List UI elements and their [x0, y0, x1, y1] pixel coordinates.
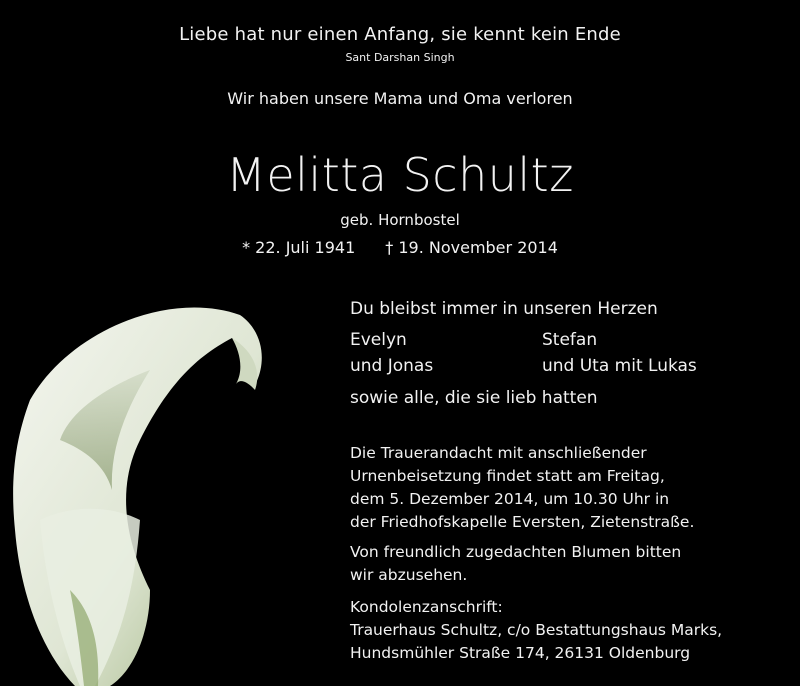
flowers-line: Von freundlich zugedachten Blumen bitten	[350, 543, 682, 561]
deceased-name: Melitta Schultz	[226, 148, 574, 202]
life-dates	[0, 238, 800, 257]
ceremony-line: Urnenbeisetzung findet statt am Freitag,	[350, 467, 665, 485]
birth-date: * 22. Juli 1941	[242, 238, 356, 257]
family-column-2	[542, 327, 697, 379]
flowers-note	[350, 541, 681, 587]
family-member: und Uta mit Lukas	[542, 356, 697, 376]
quote-author: Sant Darshan Singh	[345, 51, 455, 64]
family-member: und Jonas	[350, 356, 434, 376]
ceremony-info	[350, 442, 694, 534]
ceremony-line: dem 5. Dezember 2014, um 10.30 Uhr in	[350, 490, 670, 508]
death-date: † 19. November 2014	[385, 238, 558, 257]
family-member: Evelyn	[350, 330, 407, 350]
family-column-1	[350, 327, 433, 379]
flowers-line: wir abzusehen.	[350, 566, 468, 584]
lost-line: Wir haben unsere Mama und Oma verloren	[227, 89, 573, 108]
all-others: sowie alle, die sie lieb hatten	[350, 388, 598, 408]
address-line: Kondolenzanschrift:	[350, 598, 503, 616]
family-member: Stefan	[542, 330, 598, 350]
condolence-address	[350, 596, 722, 665]
ceremony-line: der Friedhofskapelle Eversten, Zietenstraße.	[350, 513, 695, 531]
motto: Du bleibst immer in unseren Herzen	[350, 299, 658, 319]
quote: Liebe hat nur einen Anfang, sie kennt kein Ende	[179, 24, 621, 45]
address-line: Trauerhaus Schultz, c/o Bestattungshaus Marks,	[350, 621, 723, 639]
address-line: Hundsmühler Straße 174, 26131 Oldenburg	[350, 644, 691, 662]
birth-name: geb. Hornbostel	[340, 211, 460, 229]
calla-lily-icon	[0, 290, 300, 686]
ceremony-line: Die Trauerandacht mit anschließender	[350, 444, 647, 462]
